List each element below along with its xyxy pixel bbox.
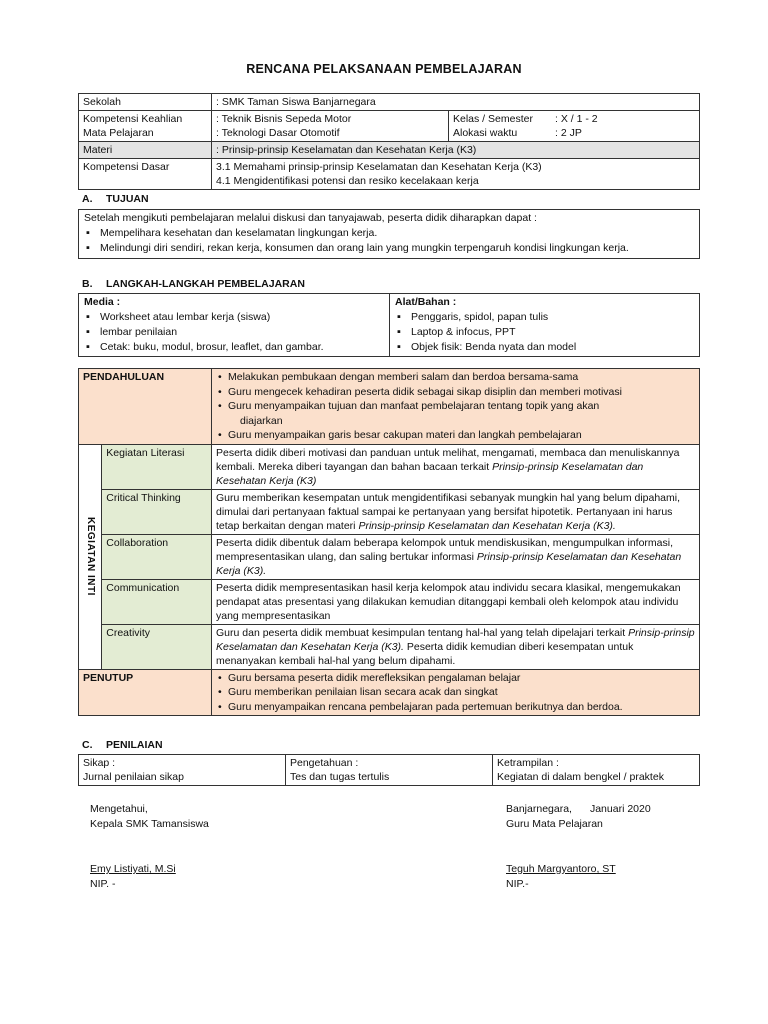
- kd-item-1: 3.1 Memahami prinsip-prinsip Keselamatan dan Kesehatan Kerja (K3): [216, 161, 542, 173]
- section-b-heading: B. LANGKAH-LANGKAH PEMBELAJARAN: [82, 278, 305, 290]
- signature-left-name: Emy Listiyati, M.Si: [90, 863, 176, 875]
- media-label: Media :: [84, 296, 121, 308]
- pengetahuan-label: Pengetahuan :: [290, 757, 359, 769]
- media-alat-table: [78, 293, 700, 357]
- tujuan-item: ▪ Mempelihara kesehatan dan keselamatan lingkungan kerja.: [84, 226, 694, 241]
- signature-right-name-block: [506, 862, 616, 892]
- kd-label: Kompetensi Dasar: [79, 159, 212, 190]
- creat-text-b: Peserta didik kemudian diberi kesempatan untuk menanyakan kembali hal-hal yang belum dipahami.: [216, 640, 634, 667]
- alokasi-label: Alokasi waktu: [453, 127, 518, 139]
- literasi-italic: Prinsip-prinsip Keselamatan dan Kesehatan Kerja (K3): [216, 460, 644, 487]
- penutup-label: PENUTUP: [79, 669, 212, 716]
- kegiatan-table: [78, 368, 700, 716]
- penilaian-table: [78, 754, 700, 786]
- penutup-item: • Guru menyampaikan rencana pembelajaran pada pertemuan berikutnya dan berdoa.: [216, 700, 695, 715]
- identity-row-sekolah: [79, 94, 700, 111]
- kelas-label: Kelas / Semester: [453, 113, 533, 125]
- inti-row-literasi: [79, 444, 700, 489]
- inti-row-comm: [79, 579, 700, 624]
- alat-item: ▪ Objek fisik: Benda nyata dan model: [395, 340, 694, 355]
- critical-text: Guru memberikan kesempatan untuk mengidentifikasi sebanyak mungkin hal yang belum dipahami, dimulai dari pertanyaan faktual sampai ke pertanyaan yang bersifat hipotetik. Pertanyaan ini harus tetap berkaitan dengan materi: [216, 491, 681, 532]
- mapel-label: Mata Pelajaran: [83, 127, 154, 139]
- signature-right-name: Teguh Margyantoro, ST: [506, 863, 616, 875]
- pendahuluan-label: PENDAHULUAN: [79, 369, 212, 445]
- signature-right-date: Januari 2020: [589, 803, 651, 815]
- ketrampilan-label: Ketrampilan :: [497, 757, 559, 769]
- critical-label: Critical Thinking: [102, 489, 212, 534]
- pendahuluan-item: • Guru menyampaikan tujuan dan manfaat pembelajaran tentang topik yang akan diajarkan: [216, 399, 695, 428]
- identity-row-kompetensi: [79, 111, 700, 142]
- penutup-item: • Guru bersama peserta didik merefleksikan pengalaman belajar: [216, 671, 695, 686]
- section-a-heading: A. TUJUAN: [82, 193, 149, 205]
- tujuan-intro: Setelah mengikuti pembelajaran melalui diskusi dan tanyajawab, peserta didik diharapkan dapat :: [84, 212, 537, 224]
- alokasi-value: : 2 JP: [555, 127, 582, 139]
- alat-item: ▪ Penggaris, spidol, papan tulis: [395, 310, 694, 325]
- identity-row-materi: [79, 142, 700, 159]
- signature-left-line1: Mengetahui,: [90, 803, 148, 815]
- kompetensi-keahlian-value: : Teknik Bisnis Sepeda Motor: [216, 113, 352, 125]
- sikap-label: Sikap :: [83, 757, 116, 769]
- kelas-value: : X / 1 - 2: [555, 113, 598, 125]
- sekolah-label: Sekolah: [79, 94, 212, 111]
- collab-label: Collaboration: [102, 534, 212, 579]
- inti-row-creat: [79, 624, 700, 669]
- pendahuluan-row: [79, 369, 700, 445]
- pendahuluan-item: • Guru mengecek kehadiran peserta didik sebagai sikap disiplin dan memberi motivasi: [216, 385, 695, 400]
- comm-text: Peserta didik mempresentasikan hasil kerja kelompok atau individu secara klasikal, mengemukakan pendapat atas presentasi yang dilakukan kemudian ditanggapi kembali oleh kelompok atau individu yang mempresentasikan: [212, 579, 700, 624]
- comm-label: Communication: [102, 579, 212, 624]
- ketrampilan-value: Kegiatan di dalam bengkel / praktek: [497, 771, 664, 783]
- signature-left: [90, 802, 209, 832]
- tujuan-table: [78, 209, 700, 259]
- collab-italic: Prinsip-prinsip Keselamatan dan Kesehatan Kerja (K3).: [216, 550, 682, 577]
- alat-list: [395, 310, 694, 355]
- creat-text-a: Guru dan peserta didik membuat kesimpulan tentang hal-hal yang telah dipelajari terkait: [216, 626, 626, 639]
- literasi-label: Kegiatan Literasi: [102, 444, 212, 489]
- mapel-value: : Teknologi Dasar Otomotif: [216, 127, 340, 139]
- creat-italic: Prinsip-prinsip Keselamatan dan Kesehatan Kerja (K3).: [216, 626, 695, 653]
- materi-value: : Prinsip-prinsip Keselamatan dan Kesehatan Kerja (K3): [212, 142, 700, 159]
- signature-left-name-block: [90, 862, 176, 892]
- kegiatan-inti-label: KEGIATAN INTI: [85, 517, 97, 596]
- penutup-item: • Guru memberikan penilaian lisan secara acak dan singkat: [216, 685, 695, 700]
- signature-left-line2: Kepala SMK Tamansiswa: [90, 818, 209, 830]
- kompetensi-keahlian-label: Kompetensi Keahlian: [83, 113, 183, 125]
- alat-item: ▪ Laptop & infocus, PPT: [395, 325, 694, 340]
- alat-label: Alat/Bahan :: [395, 296, 457, 308]
- pendahuluan-list: [216, 370, 695, 443]
- media-item: ▪ lembar penilaian: [84, 325, 384, 340]
- kd-item-2: 4.1 Mengidentifikasi potensi dan resiko kecelakaan kerja: [216, 175, 479, 187]
- materi-label: Materi: [79, 142, 212, 159]
- literasi-text: Peserta didik diberi motivasi dan panduan untuk melihat, mengamati, membaca dan menuliskannya kembali. Mereka diberi tayangan dan bahan bacaan terkait: [216, 446, 680, 473]
- signature-right-city: Banjarnegara,: [506, 803, 572, 815]
- tujuan-item: ▪ Melindungi diri sendiri, rekan kerja, konsumen dan orang lain yang mungkin terpengaruh kondisi lingkungan kerja.: [84, 241, 694, 256]
- media-item: ▪ Worksheet atau lembar kerja (siswa): [84, 310, 384, 325]
- signature-right: [506, 802, 651, 832]
- identity-row-kd: [79, 159, 700, 190]
- signature-right-nip: NIP.-: [506, 878, 529, 890]
- sikap-value: Jurnal penilaian sikap: [83, 771, 184, 783]
- signature-left-nip: NIP. -: [90, 878, 116, 890]
- section-c-heading: C. PENILAIAN: [82, 739, 163, 751]
- document-title: RENCANA PELAKSANAAN PEMBELAJARAN: [246, 62, 522, 76]
- inti-row-collab: [79, 534, 700, 579]
- collab-text: Peserta didik dibentuk dalam beberapa kelompok untuk mendiskusikan, mengumpulkan informasi, mempresentasikan ulang, dan saling bertukar informasi: [216, 536, 674, 563]
- pengetahuan-value: Tes dan tugas tertulis: [290, 771, 390, 783]
- pendahuluan-item: • Melakukan pembukaan dengan memberi salam dan berdoa bersama-sama: [216, 370, 695, 385]
- media-item: ▪ Cetak: buku, modul, brosur, leaflet, dan gambar.: [84, 340, 384, 355]
- tujuan-list: [84, 226, 694, 256]
- pendahuluan-item: • Guru menyampaikan garis besar cakupan materi dan langkah pembelajaran: [216, 428, 695, 443]
- identity-table: [78, 93, 700, 190]
- critical-italic: Prinsip-prinsip Keselamatan dan Kesehatan Kerja (K3).: [358, 519, 616, 532]
- sekolah-value: : SMK Taman Siswa Banjarnegara: [212, 94, 700, 111]
- creat-label: Creativity: [102, 624, 212, 669]
- signature-right-line2: Guru Mata Pelajaran: [506, 818, 603, 830]
- inti-row-critical: [79, 489, 700, 534]
- media-list: [84, 310, 384, 355]
- penutup-list: [216, 671, 695, 715]
- penutup-row: [79, 669, 700, 716]
